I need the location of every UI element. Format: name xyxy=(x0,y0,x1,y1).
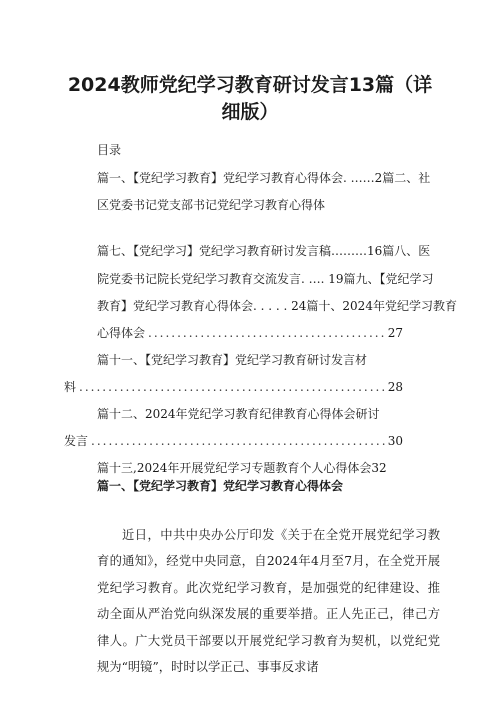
toc-entry-28 xyxy=(64,380,403,394)
body-paragraph: 近日，中共中央办公厅印发《关于在全党开展党纪学习教育的通知》，经党中央同意，自2024年4月至7月，在全党开展党纪学习教育。此次党纪学习教育，是加强党的纪律建设、推动全面从严治党向纵深发展的重要举措。正人先正己，律己方律人。广大党员干部要以开展党纪学习教育为契机，以党纪党规为“明镜”，时时以学正己、事事反求诸 xyxy=(97,528,440,675)
toc-line-3: 篇七、【党纪学习】党纪学习教育研讨发言稿………16篇八、医 xyxy=(97,244,431,258)
toc-heading: 目录 xyxy=(97,143,122,157)
toc-entry-27 xyxy=(97,326,403,340)
toc-entry-text: 发言 xyxy=(64,434,89,448)
document-title: 2024教师党纪学习教育研讨发言13篇（详细版） xyxy=(67,74,433,123)
toc-line-11: 篇十三,2024年开展党纪学习专题教育个人心得体会32 xyxy=(97,461,387,475)
toc-leader-dots xyxy=(91,434,385,448)
toc-line-2: 区党委书记党支部书记党纪学习教育心得体 xyxy=(97,198,326,212)
toc-leader-dots xyxy=(148,326,385,340)
toc-line-9: 篇十二、2024年党纪学习教育纪律教育心得体会研讨 xyxy=(97,407,380,421)
toc-leader-dots xyxy=(79,380,385,394)
toc-entry-30 xyxy=(64,434,403,448)
toc-page-number: 27 xyxy=(387,326,403,340)
toc-line-7: 篇十一、【党纪学习教育】党纪学习教育研讨发言材 xyxy=(97,353,368,367)
section-heading: 篇一、【党纪学习教育】党纪学习教育心得体会 xyxy=(97,479,344,493)
toc-entry-text: 心得体会 xyxy=(97,326,146,340)
toc-entry-text: 料 xyxy=(64,380,77,394)
toc-line-1: 篇一、【党纪学习教育】党纪学习教育心得体会. ……2篇二、社 xyxy=(97,171,431,185)
toc-line-5: 教育】党纪学习教育心得体会. . . . . 24篇十、2024年党纪学习教育 xyxy=(97,299,457,313)
toc-line-4: 院党委书记院长党纪学习教育交流发言. …. 19篇九、【党纪学习 xyxy=(97,272,434,286)
toc-page-number: 28 xyxy=(387,380,403,394)
toc-page-number: 30 xyxy=(387,434,403,448)
